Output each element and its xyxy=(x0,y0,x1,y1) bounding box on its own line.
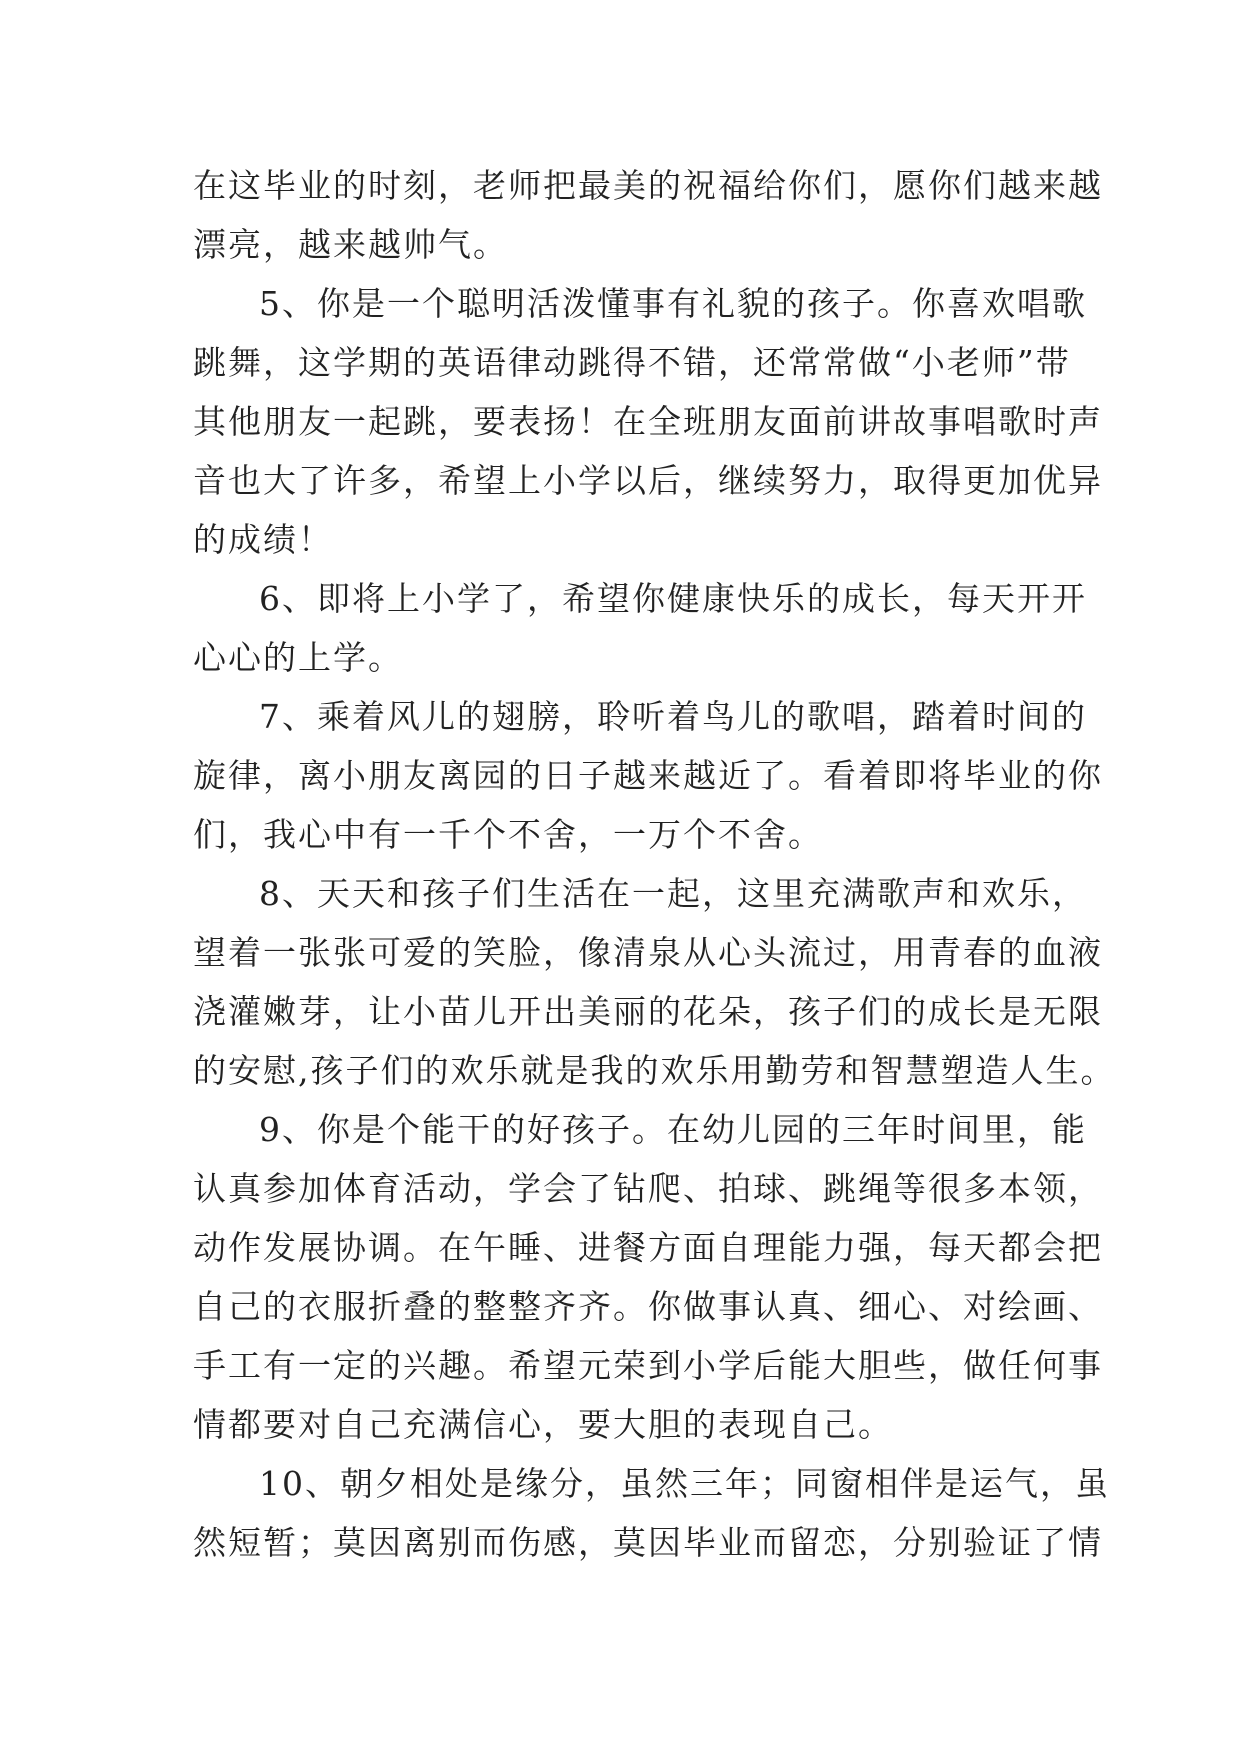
text-line: 5、你是一个聪明活泼懂事有礼貌的孩子。你喜欢唱歌 xyxy=(259,284,1087,323)
text-line: 的成绩！ xyxy=(193,520,333,559)
text-line: 的安慰,孩子们的欢乐就是我的欢乐用勤劳和智慧塑造人生。 xyxy=(193,1051,1116,1090)
text-line: 音也大了许多，希望上小学以后，继续努力，取得更加优异 xyxy=(193,461,1103,500)
text-line: 漂亮，越来越帅气。 xyxy=(193,225,508,264)
document-body xyxy=(193,156,1116,1572)
text-line: 8、天天和孩子们生活在一起，这里充满歌声和欢乐， xyxy=(259,874,1087,913)
text-line: 情都要对自己充满信心，要大胆的表现自己。 xyxy=(193,1405,893,1444)
text-line: 7、乘着风儿的翅膀，聆听着鸟儿的歌唱，踏着时间的 xyxy=(259,697,1087,736)
text-line: 9、你是个能干的好孩子。在幼儿园的三年时间里，能 xyxy=(259,1110,1087,1149)
text-line: 认真参加体育活动，学会了钻爬、拍球、跳绳等很多本领， xyxy=(193,1169,1103,1208)
text-line: 然短暂；莫因离别而伤感，莫因毕业而留恋，分别验证了情 xyxy=(193,1523,1103,1562)
text-line: 心心的上学。 xyxy=(193,638,403,677)
text-line: 浇灌嫩芽，让小苗儿开出美丽的花朵，孩子们的成长是无限 xyxy=(193,992,1103,1031)
text-line: 跳舞，这学期的英语律动跳得不错，还常常做“小老师”带 xyxy=(193,343,1071,382)
text-line: 6、即将上小学了，希望你健康快乐的成长，每天开开 xyxy=(259,579,1087,618)
text-line: 们，我心中有一千个不舍，一万个不舍。 xyxy=(193,815,823,854)
text-line: 手工有一定的兴趣。希望元荣到小学后能大胆些，做任何事 xyxy=(193,1346,1103,1385)
text-line: 自己的衣服折叠的整整齐齐。你做事认真、细心、对绘画、 xyxy=(193,1287,1103,1326)
text-line: 10、朝夕相处是缘分，虽然三年；同窗相伴是运气，虽 xyxy=(259,1464,1110,1503)
text-line: 望着一张张可爱的笑脸，像清泉从心头流过，用青春的血液 xyxy=(193,933,1103,972)
text-line: 其他朋友一起跳，要表扬！在全班朋友面前讲故事唱歌时声 xyxy=(193,402,1103,441)
text-line: 在这毕业的时刻，老师把最美的祝福给你们，愿你们越来越 xyxy=(193,166,1103,205)
text-line: 动作发展协调。在午睡、进餐方面自理能力强，每天都会把 xyxy=(193,1228,1103,1267)
text-line: 旋律，离小朋友离园的日子越来越近了。看着即将毕业的你 xyxy=(193,756,1103,795)
